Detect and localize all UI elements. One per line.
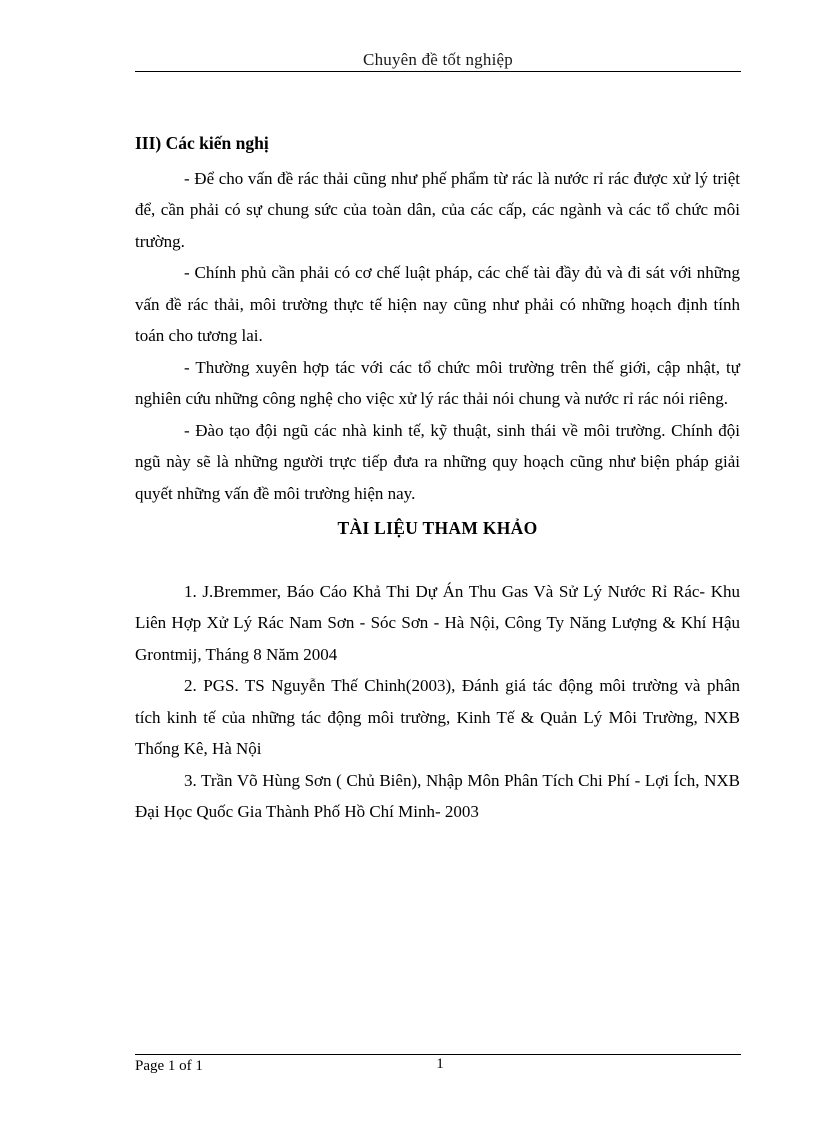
recommendation-paragraph: - Đào tạo đội ngũ các nhà kinh tế, kỹ thuật, sinh thái về môi trường. Chính đội ngũ này sẽ là những người trực tiếp đưa ra những quy hoạch cũng như biện pháp giải quyết những vấn đề môi trường hiện nay.	[135, 420, 740, 503]
reference-item: 3. Trần Võ Hùng Sơn ( Chủ Biên), Nhập Môn Phân Tích Chi Phí - Lợi Ích, NXB Đại Học Quốc Gia Thành Phố Hồ Chí Minh- 2003	[135, 770, 740, 821]
recommendation-paragraph: - Chính phủ cần phải có cơ chế luật pháp, các chế tài đầy đủ và đi sát với những vấn đề rác thải, môi trường thực tế hiện nay cũng như phải có những hoạch định tính toán cho tương lai.	[135, 263, 740, 345]
page-number: 1	[436, 1056, 444, 1072]
section-heading: III) Các kiến nghị	[135, 133, 269, 153]
document-body	[135, 128, 740, 828]
references-title: TÀI LIỆU THAM KHẢO	[337, 518, 538, 538]
reference-item: 1. J.Bremmer, Báo Cáo Khả Thi Dự Án Thu Gas Và Sử Lý Nước Rỉ Rác- Khu Liên Hợp Xử Lý Rác Nam Sơn - Sóc Sơn - Hà Nội, Công Ty Năng Lượng & Khí Hậu Grontmij, Tháng 8 Năm 2004	[135, 581, 740, 664]
footer-divider	[135, 1054, 741, 1055]
recommendation-paragraph: - Để cho vấn đề rác thải cũng như phế phẩm từ rác là nước rỉ rác được xử lý triệt để, cần phải có sự chung sức của toàn dân, của các cấp, các ngành và các tổ chức môi trường.	[135, 168, 740, 251]
reference-item: 2. PGS. TS Nguyễn Thế Chinh(2003), Đánh giá tác động môi trường và phân tích kinh tế của những tác động môi trường, Kinh Tế & Quản Lý Môi Trường, NXB Thống Kê, Hà Nội	[135, 676, 740, 758]
header-title: Chuyên đề tốt nghiệp	[363, 50, 513, 69]
header-divider	[135, 71, 741, 72]
recommendation-paragraph: - Thường xuyên hợp tác với các tổ chức môi trường trên thế giới, cập nhật, tự nghiên cứu những công nghệ cho việc xử lý rác thải nói chung và nước rỉ rác nói riêng.	[135, 357, 740, 408]
page-info: Page 1 of 1	[135, 1058, 203, 1074]
